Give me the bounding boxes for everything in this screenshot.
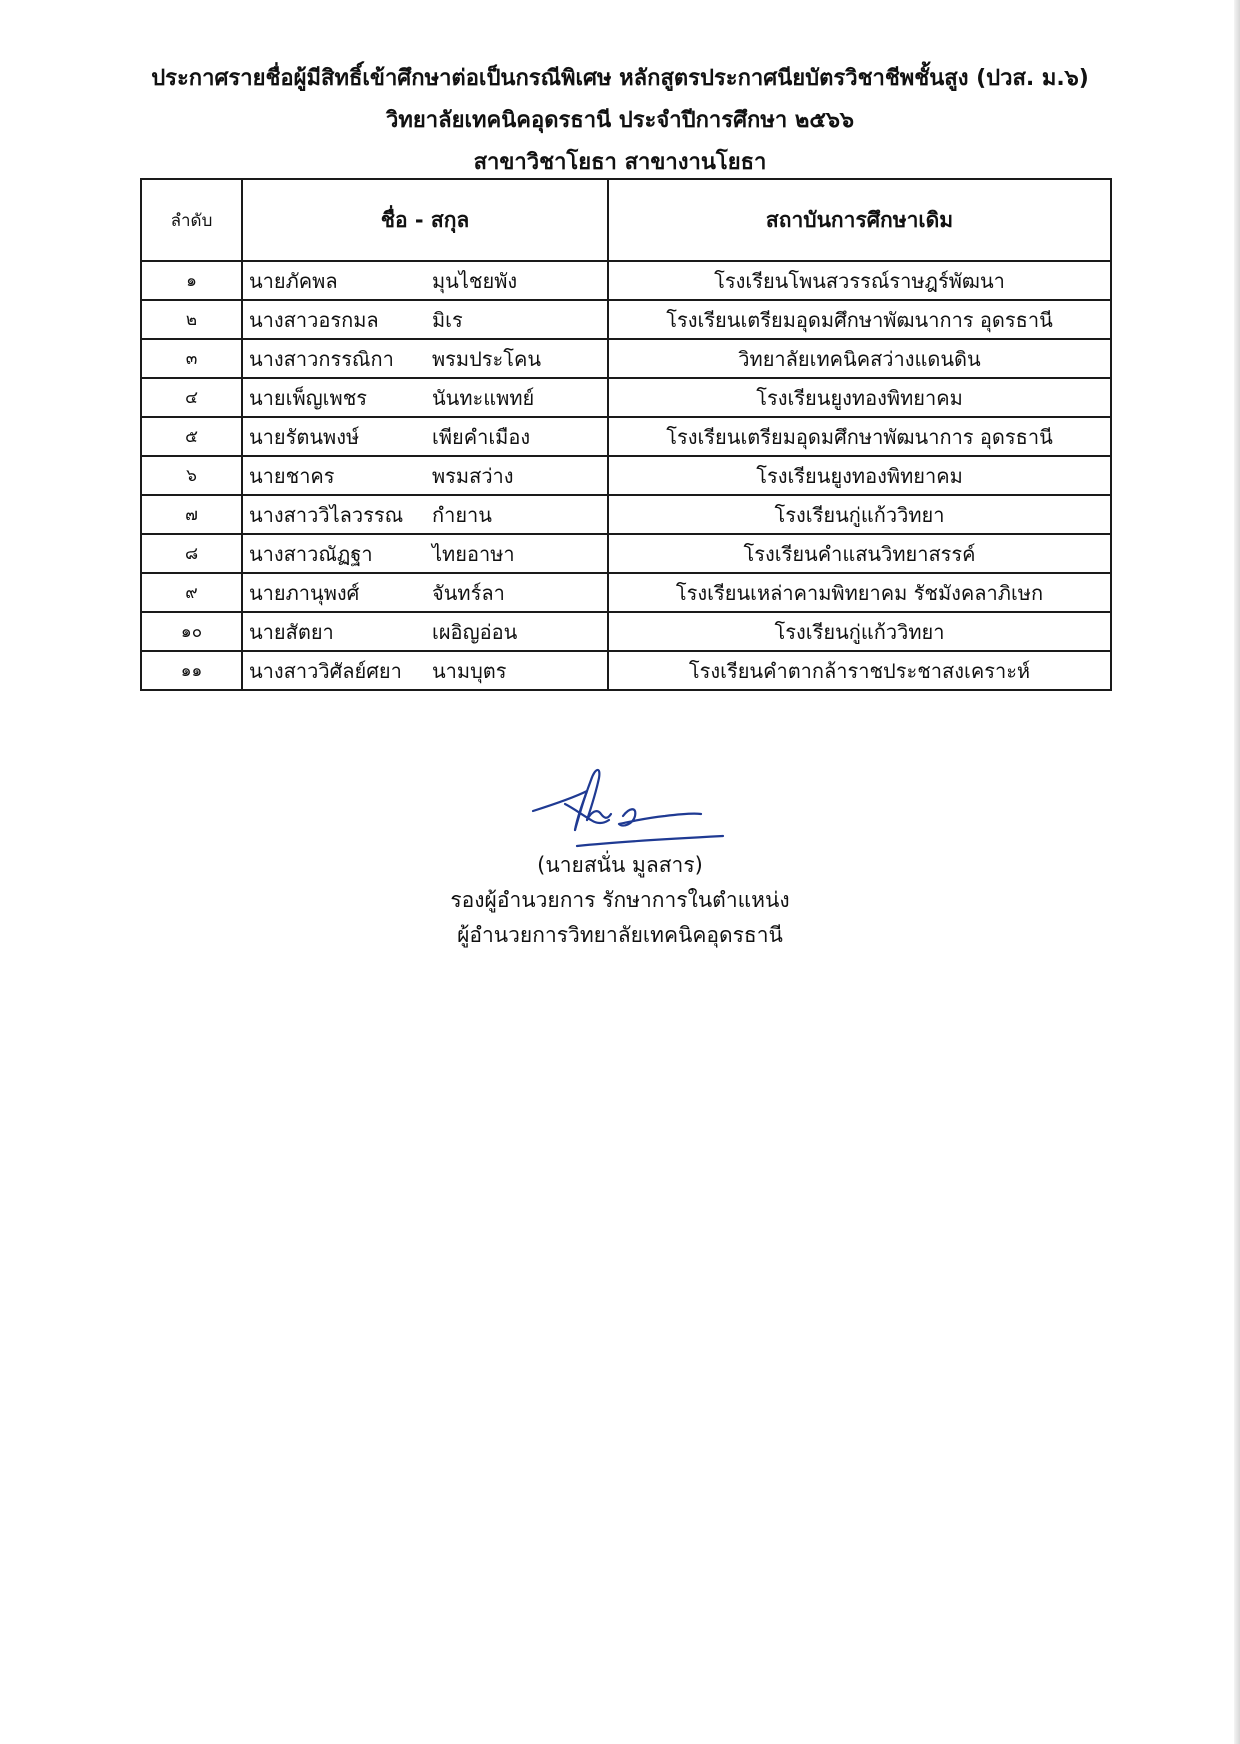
last-name: พรมสว่าง bbox=[432, 463, 514, 488]
table-row bbox=[141, 339, 1111, 378]
first-name: นายเพ็ญเพชร bbox=[249, 385, 368, 410]
table-row bbox=[141, 261, 1111, 300]
previous-school: โรงเรียนยูงทองพิทยาคม bbox=[608, 456, 1111, 495]
column-header-name: ชื่อ - สกุล bbox=[242, 179, 608, 261]
signatory-title: ผู้อำนวยการวิทยาลัยเทคนิคอุดรธานี bbox=[457, 923, 783, 947]
last-name: จันทร์ลา bbox=[432, 580, 505, 605]
previous-school: โรงเรียนเตรียมอุดมศึกษาพัฒนาการ อุดรธานี bbox=[608, 417, 1111, 456]
table-row bbox=[141, 378, 1111, 417]
row-number: ๑๑ bbox=[141, 651, 242, 690]
student-name-cell bbox=[242, 339, 608, 378]
table-row bbox=[141, 612, 1111, 651]
student-name-cell bbox=[242, 495, 608, 534]
column-header-order: ลำดับ bbox=[141, 179, 242, 261]
table-row bbox=[141, 300, 1111, 339]
row-number: ๑ bbox=[141, 261, 242, 300]
row-number: ๘ bbox=[141, 534, 242, 573]
first-name: นางสาววิศัลย์ศยา bbox=[249, 658, 402, 683]
student-name-cell bbox=[242, 300, 608, 339]
last-name: พรมประโคน bbox=[432, 346, 542, 371]
college-year-line: วิทยาลัยเทคนิคอุดรธานี ประจำปีการศึกษา ๒๕๖๖ bbox=[386, 108, 854, 133]
row-number: ๓ bbox=[141, 339, 242, 378]
signatory-block bbox=[0, 848, 1240, 953]
previous-school: โรงเรียนเตรียมอุดมศึกษาพัฒนาการ อุดรธานี bbox=[608, 300, 1111, 339]
student-name-cell bbox=[242, 651, 608, 690]
signatory-position: รองผู้อำนวยการ รักษาการในตำแหน่ง bbox=[450, 888, 790, 912]
document-header bbox=[0, 58, 1240, 184]
previous-school: วิทยาลัยเทคนิคสว่างแดนดิน bbox=[608, 339, 1111, 378]
student-name-cell bbox=[242, 417, 608, 456]
last-name: มุนไชยพัง bbox=[432, 268, 518, 293]
previous-school: โรงเรียนเหล่าคามพิทยาคม รัชมังคลาภิเษก bbox=[608, 573, 1111, 612]
last-name: นันทะแพทย์ bbox=[432, 385, 535, 410]
table-row bbox=[141, 456, 1111, 495]
row-number: ๖ bbox=[141, 456, 242, 495]
last-name: ไทยอาษา bbox=[432, 541, 515, 566]
student-name-cell bbox=[242, 261, 608, 300]
previous-school: โรงเรียนคำตากล้าราชประชาสงเคราะห์ bbox=[608, 651, 1111, 690]
last-name: นามบุตร bbox=[432, 658, 507, 683]
table-body bbox=[141, 261, 1111, 690]
student-name-cell bbox=[242, 456, 608, 495]
row-number: ๑๐ bbox=[141, 612, 242, 651]
row-number: ๕ bbox=[141, 417, 242, 456]
announcement-title: ประกาศรายชื่อผู้มีสิทธิ์เข้าศึกษาต่อเป็นกรณีพิเศษ หลักสูตรประกาศนียบัตรวิชาชีพชั้นสูง (ปวส. ม.๖) bbox=[151, 66, 1089, 91]
last-name: กำยาน bbox=[432, 502, 492, 527]
table-row bbox=[141, 534, 1111, 573]
first-name: นายรัตนพงษ์ bbox=[249, 424, 360, 449]
first-name: นายสัตยา bbox=[249, 619, 334, 644]
row-number: ๙ bbox=[141, 573, 242, 612]
last-name: เผอิญอ่อน bbox=[432, 619, 518, 644]
last-name: เพียคำเมือง bbox=[432, 424, 531, 449]
student-name-cell bbox=[242, 573, 608, 612]
handwritten-signature bbox=[525, 758, 735, 858]
row-number: ๔ bbox=[141, 378, 242, 417]
table-row bbox=[141, 573, 1111, 612]
previous-school: โรงเรียนยูงทองพิทยาคม bbox=[608, 378, 1111, 417]
last-name: มิเร bbox=[432, 307, 463, 332]
first-name: นายภานุพงศ์ bbox=[249, 580, 360, 605]
table-row bbox=[141, 651, 1111, 690]
column-header-school: สถาบันการศึกษาเดิม bbox=[608, 179, 1111, 261]
first-name: นายภัคพล bbox=[249, 268, 338, 293]
signature-strokes bbox=[533, 770, 723, 846]
table-header-row bbox=[141, 179, 1111, 261]
row-number: ๒ bbox=[141, 300, 242, 339]
table-row bbox=[141, 417, 1111, 456]
previous-school: โรงเรียนกู่แก้ววิทยา bbox=[608, 495, 1111, 534]
first-name: นางสาววิไลวรรณ bbox=[249, 502, 404, 527]
first-name: นางสาวกรรณิกา bbox=[249, 346, 394, 371]
student-name-cell bbox=[242, 378, 608, 417]
table-row bbox=[141, 495, 1111, 534]
previous-school: โรงเรียนกู่แก้ววิทยา bbox=[608, 612, 1111, 651]
student-name-cell bbox=[242, 612, 608, 651]
admission-table bbox=[140, 178, 1112, 691]
first-name: นางสาวอรกมล bbox=[249, 307, 379, 332]
department-line: สาขาวิชาโยธา สาขางานโยธา bbox=[473, 150, 767, 175]
previous-school: โรงเรียนโพนสวรรณ์ราษฎร์พัฒนา bbox=[608, 261, 1111, 300]
previous-school: โรงเรียนคำแสนวิทยาสรรค์ bbox=[608, 534, 1111, 573]
student-name-cell bbox=[242, 534, 608, 573]
signatory-name: (นายสนั่น มูลสาร) bbox=[537, 853, 703, 877]
row-number: ๗ bbox=[141, 495, 242, 534]
first-name: นางสาวณัฏฐา bbox=[249, 541, 373, 566]
first-name: นายชาคร bbox=[249, 463, 335, 488]
